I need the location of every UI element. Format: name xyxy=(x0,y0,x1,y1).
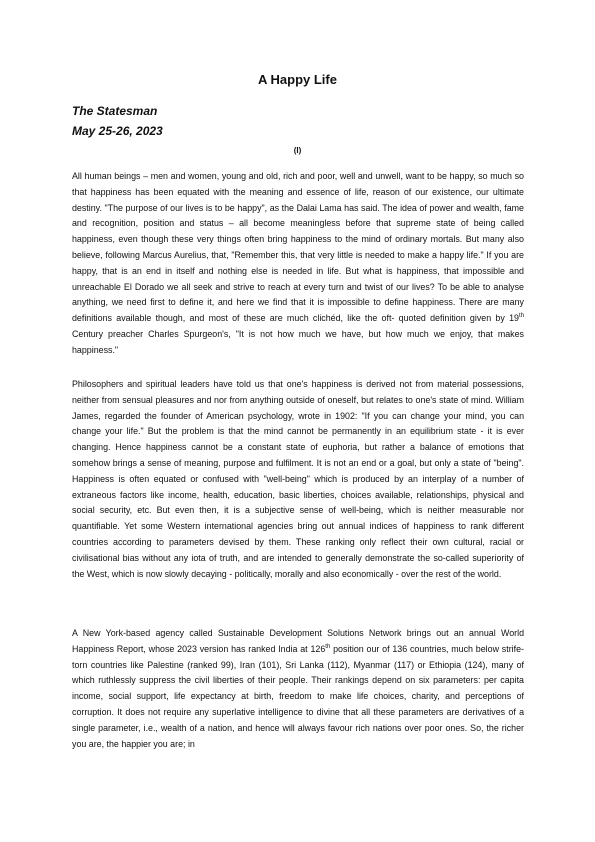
paragraph-1 xyxy=(72,169,524,359)
paragraph-3 xyxy=(72,626,524,752)
paragraph-1-text-a: All human beings – men and women, young and old, rich and poor, well and unwell, want to be happy, so much so that happiness has been equated with the meaning and essence of life, reason of our existence, our ultimate destiny. "The purpose of our lives is to be happy", as the Dalai Lama has said. The idea of power and wealth, fame and recognition, position and status – all become meaningless before that supreme state of being called happiness, even though these very things often bring happiness to the mind of ordinary mortals. But many also believe, following Marcus Aurelius, that, "Remember this, that very little is needed to make a happy life." If you are happy, that is an end in itself and nothing else is needed in life. But what is happiness, that impossible and unreachable El Dorado we all seek and strive to reach at every turn and twist of our lives? To be able to analyse anything, we need first to define it, and here we find that it is impossible to define happiness. There are many definitions available though, and most of these are much clichéd, like the oft- quoted definition given by 19 xyxy=(72,171,524,324)
publication-name: The Statesman xyxy=(72,104,158,118)
paragraph-1-text-b: Century preacher Charles Spurgeon's, "It is not how much we have, but how much we enjoy, that makes happiness." xyxy=(72,328,524,355)
ordinal-suffix: th xyxy=(518,313,524,320)
article-title: A Happy Life xyxy=(258,72,337,87)
part-number: (I) xyxy=(293,146,302,155)
ordinal-suffix: th xyxy=(325,643,331,650)
paragraph-2: Philosophers and spiritual leaders have told us that one's happiness is derived not from material possessions, neither from sensual pleasures and nor from anything outside of oneself, but relates to one's state of mind. William James, regarded the founder of American psychology, wrote in 1902: "If you can change your mind, you can change your life." But the problem is that the mind cannot be permanently in an equilibrium state - it is ever changing. Hence happiness cannot be a constant state of euphoria, but rather a balance of emotions that somehow brings a sense of meaning, purpose and fulfilment. It is not an end or a goal, but only a state of "being". Happiness is often equated or confused with "well-being" which is produced by an interplay of a number of extraneous factors like income, health, education, basic liberties, choices available, relationships, physical and social security, etc. But even then, it is a subjective sense of well-being, which is neither measurable nor quantifiable. Yet some Western international agencies bring out annual indices of happiness to rank different countries according to parameters devised by them. These ranking only reflect their own cultural, racial or civilisational bias without any iota of truth, and are intended to generally demonstrate the so-called superiority of the West, which is now slowly decaying - politically, morally and also economically - over the rest of the world. xyxy=(72,379,524,579)
paragraph-3-text-a: A New York-based agency called Sustainable Development Solutions Network brings out an annual World Happiness Report, whose 2023 version has ranked India at 126 xyxy=(72,628,524,654)
publication-date: May 25-26, 2023 xyxy=(72,124,163,138)
paragraph-3-text-b: position our of 136 countries, much below strife-torn countries like Palestine (ranked 99), Iran (101), Sri Lanka (112), Myanmar (117) or Ethiopia (124), many of which ruthlessly suppress the civil liberties of their people. Their rankings depend on six parameters: per capita income, social support, life expectancy at birth, freedom to make life choices, charity, and perceptions of corruption. It does not require any superlative intelligence to divine that all these parameters are derivatives of a single parameter, i.e., wealth of a nation, and hence will always favour rich nations over poor ones. So, the richer you are, the happier you are; in xyxy=(72,643,524,749)
